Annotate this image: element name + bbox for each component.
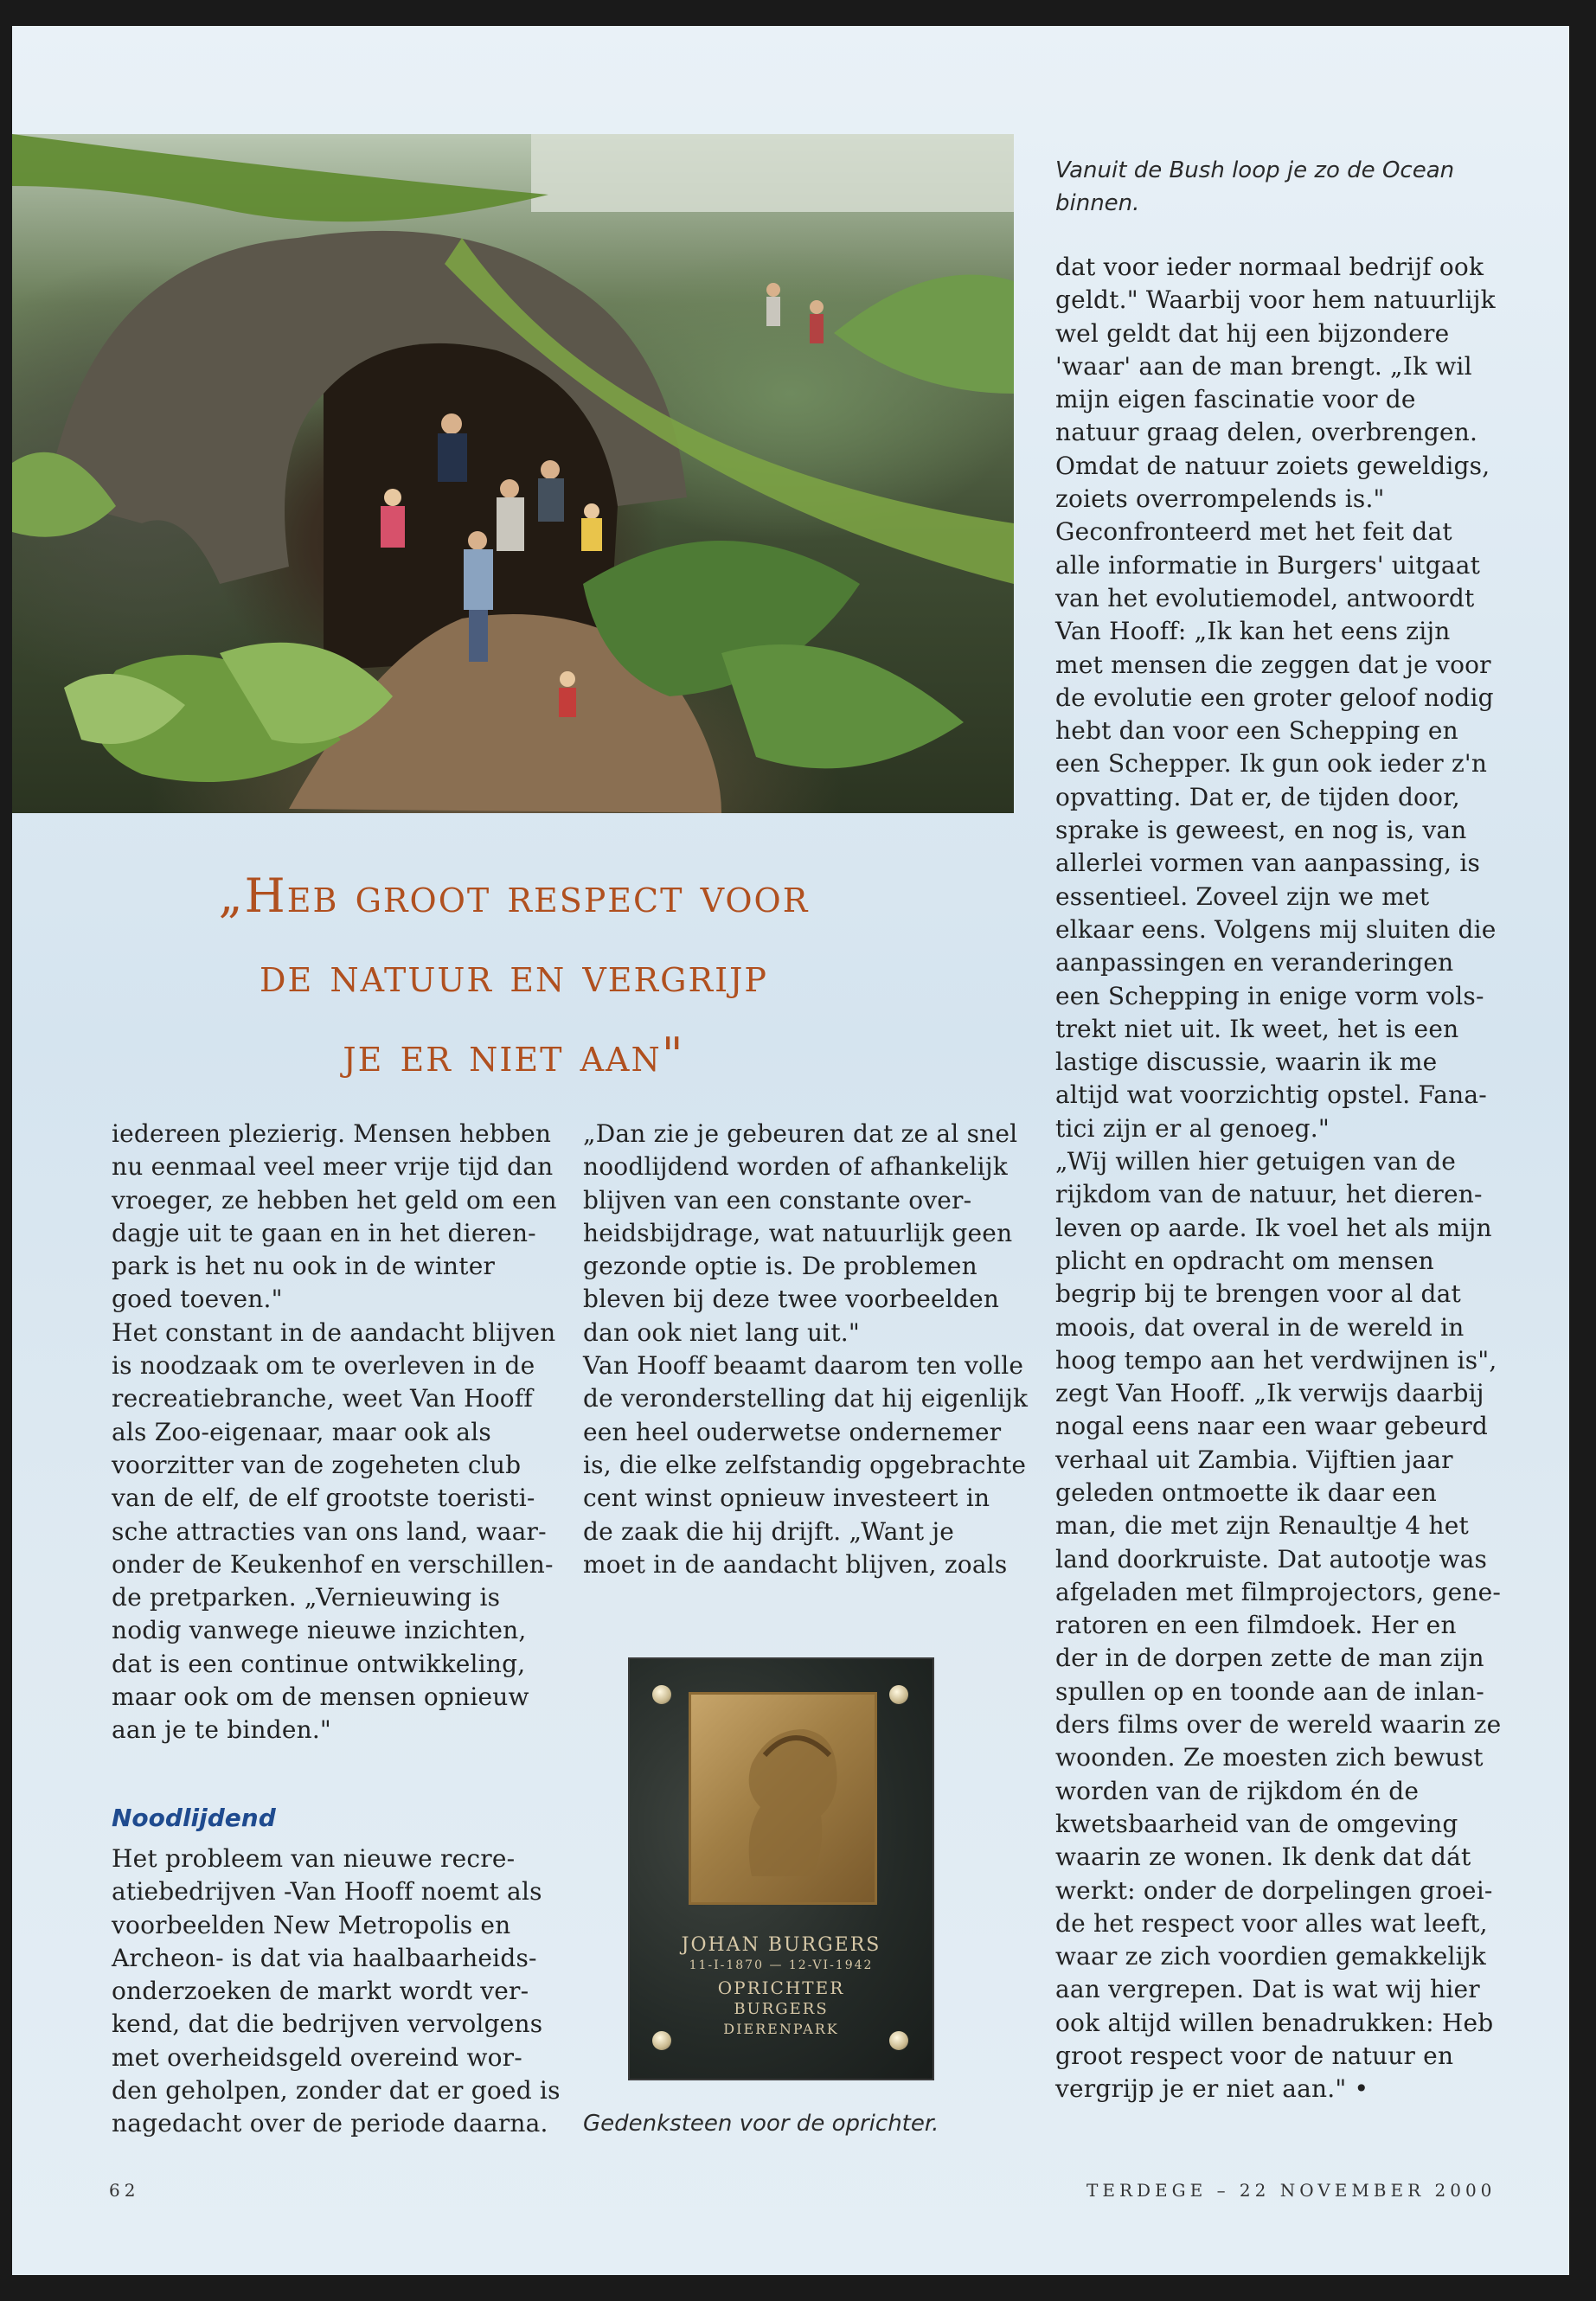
text-line: moet in de aandacht blijven, zoals [583,1549,1008,1579]
pull-quote-line: „Heb groot respect voor [218,868,810,923]
text-line: hebt dan voor een Schepping en [1055,716,1458,746]
foliage-illustration [12,134,1014,813]
text-line: aan vergrepen. Dat is wat wij hier [1055,1975,1480,2004]
text-line: vroeger, ze hebben het geld om een [112,1185,557,1215]
portrait-profile [691,1695,875,1902]
text-line: werkt: onder de dorpelingen groei- [1055,1875,1493,1905]
column-2 [583,1118,1050,1581]
text-line: zegt Van Hooff. „Ik verwijs daarbij [1055,1379,1484,1408]
text-line: wel geldt dat hij een bijzondere [1055,318,1450,348]
text-line: is noodzaak om te overleven in de [112,1351,535,1381]
text-line: kwetsbaarheid van de omgeving [1055,1809,1458,1838]
text-line: worden van de rijkdom én de [1055,1776,1420,1805]
text-line: blijven van een constante over- [583,1185,972,1215]
page-number: 62 [109,2180,140,2201]
text-line: vergrijp je er niet aan." • [1055,2074,1369,2104]
photo-caption: Vanuit de Bush loop je zo de Ocean binnen. [1055,157,1455,216]
text-line: „Wij willen hier getuigen van de [1055,1147,1457,1176]
text-line: mijn eigen fascinatie voor de [1055,385,1416,414]
text-line: Het constant in de aandacht blijven [112,1317,556,1347]
text-line: land doorkruiste. Dat autootje was [1055,1544,1488,1574]
text-line: lastige discussie, waarin ik me [1055,1048,1438,1077]
text-line: alle informatie in Burgers' uitgaat [1055,550,1481,580]
text-line: kend, dat die bedrijven vervolgens [112,2009,543,2039]
pull-quote-line: de natuur en vergrijp [260,948,768,1003]
text-line: rijkdom van de natuur, het dieren- [1055,1180,1483,1209]
text-line: van de elf, de elf grootste toeristi- [112,1484,535,1513]
text-line: ook altijd willen benadrukken: Heb [1055,2008,1494,2037]
portrait-relief [689,1692,877,1905]
text-line: Van Hooff: „Ik kan het eens zijn [1055,617,1451,646]
text-line: zoiets overrompelends is." [1055,484,1385,514]
text-line: Het probleem van nieuwe recre- [112,1844,516,1873]
plaque-line: BURGERS [734,2000,829,2018]
magazine-page [12,26,1569,2275]
text-line: nu eenmaal veel meer vrije tijd dan [112,1152,554,1182]
text-line: onder de Keukenhof en verschillen- [112,1549,554,1579]
text-line: tici zijn er al genoeg." [1055,1113,1330,1143]
text-line: Archeon- is dat via haalbaarheids- [112,1943,537,1972]
text-line: onderzoeken de markt wordt ver- [112,1977,529,2006]
text-line: trekt niet uit. Ik weet, het is een [1055,1014,1459,1043]
text-line: der in de dorpen zette de man zijn [1055,1644,1484,1673]
text-line: verhaal uit Zambia. Vijftien jaar [1055,1445,1453,1474]
text-line: den geholpen, zonder dat er goed is [112,2076,561,2106]
text-line: voorbeelden New Metropolis en [112,1910,511,1939]
text-line: atiebedrijven -Van Hooff noemt als [112,1877,542,1907]
text-line: bleven bij deze twee voorbeelden [583,1285,1000,1314]
column-1 [112,1118,579,1747]
text-line: de het respect voor alles wat leeft, [1055,1908,1488,1938]
text-line: nogal eens naar een waar gebeurd [1055,1412,1488,1441]
text-line: cent winst opnieuw investeert in [583,1484,990,1513]
text-line: de evolutie een groter geloof nodig [1055,683,1494,712]
text-line: dat is een continue ontwikkeling, [112,1649,526,1678]
text-line: aanpassingen en veranderingen [1055,948,1454,977]
text-line: iedereen plezierig. Mensen hebben [112,1119,552,1148]
text-line: noodlijdend worden of afhankelijk [583,1152,1008,1182]
text-line: woonden. Ze moesten zich bewust [1055,1743,1484,1772]
text-line: 'waar' aan de man brengt. „Ik wil [1055,351,1472,381]
text-line: essentieel. Zoveel zijn we met [1055,881,1430,911]
text-line: sprake is geweest, en nog is, van [1055,816,1467,845]
text-line: waar ze zich voordien gemakkelijk [1055,1942,1486,1971]
pull-quote-line: je er niet aan" [343,1028,685,1082]
text-line: man, die met zijn Renaultje 4 het [1055,1511,1469,1541]
text-line: dan ook niet lang uit." [583,1317,860,1347]
text-line: dat voor ieder normaal bedrijf ook [1055,253,1484,281]
text-line: altijd wat voorzichtig opstel. Fana- [1055,1080,1487,1110]
text-line: recreatiebranche, weet Van Hooff [112,1384,533,1413]
text-line: afgeladen met filmprojectors, gene- [1055,1577,1502,1606]
text-line: als Zoo-eigenaar, maar ook als [112,1417,491,1446]
text-line: leven op aarde. Ik voel het als mijn [1055,1213,1492,1242]
text-line: de veronderstelling dat hij eigenlijk [583,1384,1029,1413]
text-line: een Schepping in enige vorm vols- [1055,981,1484,1010]
plaque-dates: 11-I-1870 — 12-VI-1942 [689,1958,874,1972]
text-line: Geconfronteerd met het feit dat [1055,517,1452,547]
text-line: maar ook om de mensen opnieuw [112,1682,529,1712]
text-line: Van Hooff beaamt daarom ten volle [583,1351,1024,1381]
text-line: nagedacht over de periode daarna. [112,2109,548,2138]
text-line: aan je te binden." [112,1715,332,1745]
plaque-line: OPRICHTER [717,1977,845,1998]
text-line: een heel ouderwetse ondernemer [583,1417,1002,1446]
text-line: geleden ontmoette ik daar een [1055,1477,1437,1507]
text-line: de pretparken. „Vernieuwing is [112,1583,501,1612]
text-line: met mensen die zeggen dat je voor [1055,650,1491,679]
text-line: plicht en opdracht om mensen [1055,1246,1434,1275]
plaque-bolt [652,1685,671,1704]
text-line: elkaar eens. Volgens mij sluiten die [1055,914,1497,944]
greenhouse-photo [12,134,1014,813]
text-line: hoog tempo aan het verdwijnen is", [1055,1345,1497,1375]
publication-footer: TERDEGE – 22 NOVEMBER 2000 [1086,2180,1497,2201]
section-subhead: Noodlijdend [112,1804,276,1832]
text-line: ratoren en een filmdoek. Her en [1055,1611,1457,1640]
text-line: allerlei vormen van aanpassing, is [1055,849,1481,878]
text-line: van het evolutiemodel, antwoordt [1055,583,1475,612]
text-line: met overheidsgeld overeind wor- [112,2042,522,2072]
text-line: nodig vanwege nieuwe inzichten, [112,1616,527,1645]
plaque-bolt [889,1685,908,1704]
text-line: park is het nu ook in de winter [112,1252,496,1281]
plaque-name: JOHAN BURGERS [681,1934,881,1956]
text-line: moois, dat overal in de wereld in [1055,1312,1465,1342]
text-line: heidsbijdrage, wat natuurlijk geen [583,1218,1013,1247]
column-3 [1055,251,1540,2106]
text-line: „Dan zie je gebeuren dat ze al snel [583,1119,1018,1148]
column-1-continued [112,1843,579,2141]
text-line: sche attracties van ons land, waar- [112,1516,547,1546]
memorial-plaque-photo [628,1657,934,2080]
text-line: voorzitter van de zogeheten club [112,1450,522,1479]
pull-quote [159,856,869,1095]
text-line: ders films over de wereld waarin ze [1055,1710,1502,1740]
text-line: begrip bij te brengen voor al dat [1055,1279,1461,1309]
text-line: natuur graag delen, overbrengen. [1055,418,1478,447]
text-line: een Schepper. Ik gun ook ieder z'n [1055,749,1488,779]
text-line: is, die elke zelfstandig opgebrachte [583,1450,1027,1479]
text-line: opvatting. Dat er, de tijden door, [1055,782,1460,811]
text-line: dagje uit te gaan en in het dieren- [112,1218,536,1247]
text-line: gezonde optie is. De problemen [583,1252,977,1281]
plaque-line: DIERENPARK [723,2021,839,2037]
text-line: goed toeven." [112,1285,283,1314]
text-line: geldt." Waarbij voor hem natuurlijk [1055,285,1496,315]
text-line: waarin ze wonen. Ik denk dat dát [1055,1843,1471,1872]
text-line: spullen op en toonde aan de inlan- [1055,1676,1484,1706]
text-line: Omdat de natuur zoiets geweldigs, [1055,451,1490,480]
text-line: de zaak die hij drijft. „Want je [583,1516,955,1546]
plaque-caption: Gedenksteen voor de oprichter. [583,2111,939,2137]
text-line: groot respect voor de natuur en [1055,2041,1454,2071]
